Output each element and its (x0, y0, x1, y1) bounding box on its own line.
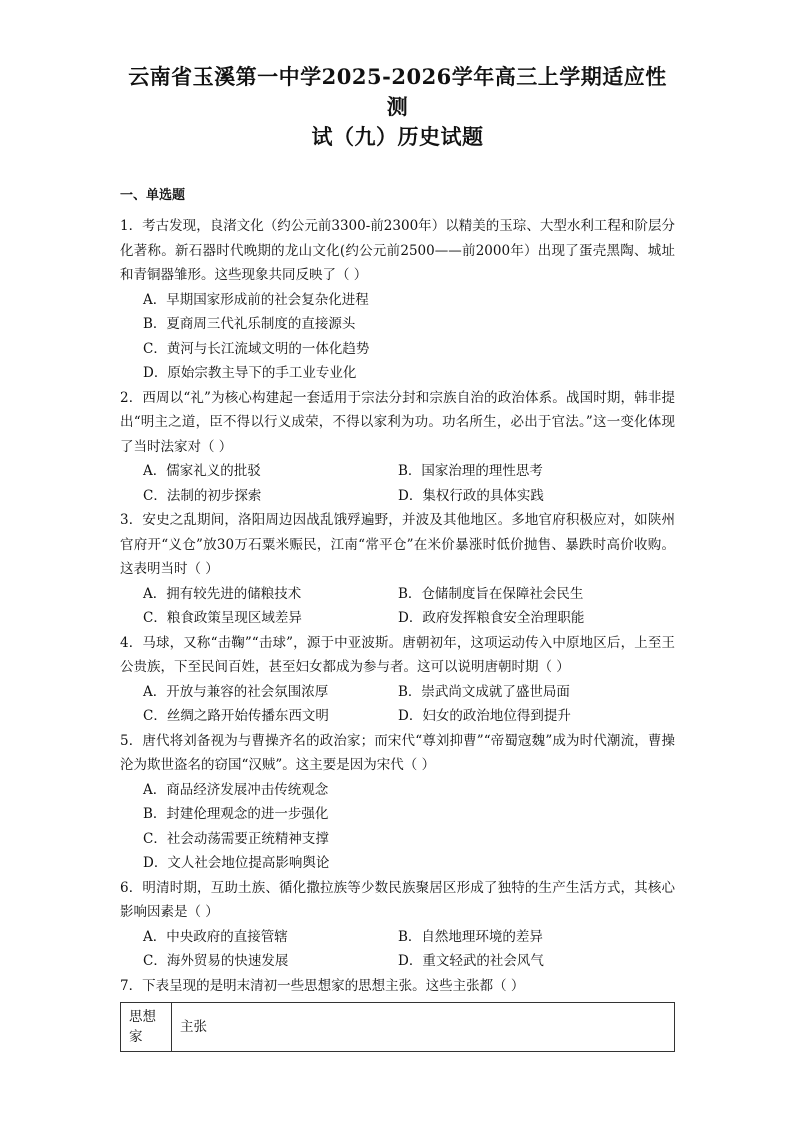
option-d[interactable]: D．妇女的政治地位得到提升 (398, 708, 571, 724)
option-c[interactable]: C．丝绸之路开始传播东西文明 (143, 708, 329, 724)
question-stem: 1．考古发现，良渚文化（约公元前3300-前2300年）以精美的玉琮、大型水利工程和阶层分化著称。新石器时代晚期的龙山文化(约公元前2500——前2000年）出现了蛋壳黑陶、城址和青铜器雏形。这些现象共同反映了（ ） (120, 218, 675, 283)
question-stem: 3．安史之乱期间，洛阳周边因战乱饿殍遍野，并波及其他地区。多地官府积极应对，如陕州官府开“义仓”放30万石粟米赈民，江南“常平仓”在米价暴涨时低价抛售、暴跌时高价收购。这表明当时（ ） (120, 512, 675, 577)
options (120, 925, 675, 974)
option-b[interactable]: B．仓储制度旨在保障社会民生 (398, 585, 584, 602)
option-d[interactable]: D．政府发挥粮食安全治理职能 (398, 610, 585, 626)
question-1 (120, 214, 675, 386)
question-7 (120, 974, 675, 1053)
options (120, 778, 675, 876)
option-a[interactable]: A．开放与兼容的社会氛围浓厚 (143, 683, 329, 700)
title-line-2: 试（九）历史试题 (311, 124, 484, 149)
question-2 (120, 386, 675, 509)
options (120, 582, 675, 631)
option-d[interactable]: D．重文轻武的社会风气 (398, 953, 544, 969)
option-d[interactable]: D．集权行政的具体实践 (398, 487, 544, 504)
title-line-1: 云南省玉溪第一中学2025-2026学年高三上学期适应性测 (128, 64, 667, 119)
question-stem: 2．西周以“礼”为核心构建起一套适用于宗法分封和宗族自治的政治体系。战国时期，韩非提出“明主之道，臣不得以行义成荣，不得以家利为功。功名所生，必出于官法。”这一变化体现了当时法家对（ ） (120, 389, 675, 455)
option-c[interactable]: C．粮食政策呈现区域差异 (143, 610, 302, 626)
option-c[interactable]: C．黄河与长江流域文明的一体化趋势 (143, 340, 370, 357)
option-c[interactable]: C．海外贸易的快速发展 (143, 953, 289, 969)
table-header-row (121, 1003, 675, 1052)
option-a[interactable]: A．拥有较先进的储粮技术 (143, 585, 302, 602)
question-stem: 4．马球，又称“击鞠”“击球”，源于中亚波斯。唐朝初年，这项运动传入中原地区后，上至王公贵族，下至民间百姓，甚至妇女都成为参与者。这可以说明唐朝时期（ ） (120, 634, 675, 675)
header-proposition: 主张 (172, 1003, 675, 1052)
question-3 (120, 508, 675, 631)
section-heading: 一、单选题 (120, 188, 186, 203)
option-b[interactable]: B．封建伦理观念的进一步强化 (143, 806, 329, 822)
option-d[interactable]: D．文人社会地位提高影响舆论 (143, 855, 330, 871)
option-b[interactable]: B．崇武尚文成就了盛世局面 (398, 683, 570, 700)
options (120, 288, 675, 386)
option-a[interactable]: A．早期国家形成前的社会复杂化进程 (143, 291, 369, 308)
option-c[interactable]: C．社会动荡需要正统精神支撑 (143, 830, 329, 847)
option-d[interactable]: D．原始宗教主导下的手工业专业化 (143, 365, 357, 381)
option-c[interactable]: C．法制的初步探索 (143, 487, 262, 504)
header-thinker: 思想家 (121, 1003, 172, 1052)
option-a[interactable]: A．中央政府的直接管辖 (143, 928, 288, 945)
options (120, 680, 675, 729)
question-5 (120, 729, 675, 876)
option-b[interactable]: B．夏商周三代礼乐制度的直接源头 (143, 316, 356, 332)
question-stem: 5．唐代将刘备视为与曹操齐名的政治家；而宋代“尊刘抑曹”“帝蜀寇魏”成为时代潮流，曹操沦为欺世盗名的窃国“汉贼”。这主要是因为宋代（ ） (120, 732, 675, 773)
thinkers-table (120, 1002, 675, 1052)
option-a[interactable]: A．商品经济发展冲击传统观念 (143, 781, 329, 798)
question-6 (120, 876, 675, 974)
option-b[interactable]: B．自然地理环境的差异 (398, 928, 543, 945)
options (120, 459, 675, 508)
question-stem: 7．下表呈现的是明末清初一些思想家的思想主张。这些主张都（ ） (120, 977, 525, 994)
question-4 (120, 631, 675, 729)
question-stem: 6．明清时期，互助土族、循化撒拉族等少数民族聚居区形成了独特的生产生活方式，其核心影响因素是（ ） (120, 879, 675, 920)
document-title (120, 0, 675, 152)
option-b[interactable]: B．国家治理的理性思考 (398, 463, 543, 479)
option-a[interactable]: A．儒家礼义的批驳 (143, 463, 261, 479)
